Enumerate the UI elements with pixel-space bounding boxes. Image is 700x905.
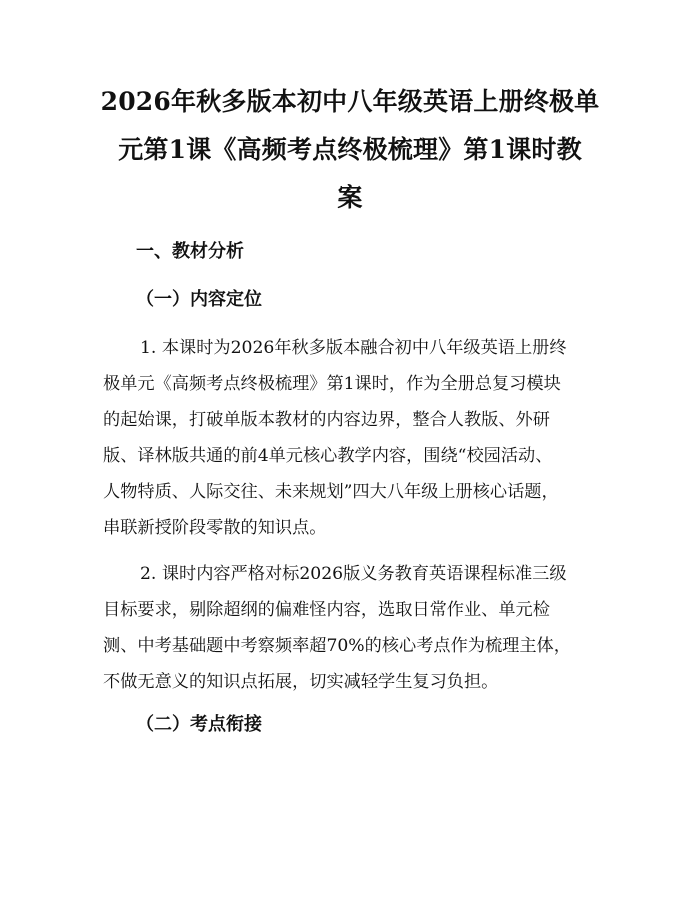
subsection-heading-content-position: （一）内容定位 (136, 289, 262, 310)
paragraph-line: 2. 课时内容严格对标2026版义务教育英语课程标准三级 (140, 564, 567, 584)
paragraph-line: 1. 本课时为2026年秋多版本融合初中八年级英语上册终 (140, 338, 567, 358)
paragraph-line: 的起始课，打破单版本教材的内容边界，整合人教版、外研 (103, 410, 550, 430)
paragraph-course-standard (103, 556, 597, 700)
paragraph-content-position (103, 330, 597, 546)
page-title (92, 78, 608, 222)
paragraph-line: 目标要求，剔除超纲的偏难怪内容，选取日常作业、单元检 (103, 600, 550, 620)
title-line: 2026年秋多版本初中八年级英语上册终极单 (100, 87, 600, 116)
paragraph-line: 极单元《高频考点终极梳理》第1课时，作为全册总复习模块 (103, 374, 561, 394)
subsection-heading-exam-connection: （二）考点衔接 (136, 714, 262, 735)
paragraph-line: 测、中考基础题中考察频率超70%的核心考点作为梳理主体， (103, 636, 571, 656)
paragraph-line: 串联新授阶段零散的知识点。 (103, 518, 327, 538)
title-line: 案 (337, 183, 363, 212)
paragraph-line: 人物特质、人际交往、未来规划”四大八年级上册核心话题， (103, 482, 559, 502)
title-line: 元第1课《高频考点终极梳理》第1课时教 (118, 135, 582, 164)
paragraph-line: 版、译林版共通的前4单元核心教学内容，围绕“校园活动、 (103, 446, 553, 466)
main-section-heading: 一、教材分析 (136, 241, 244, 262)
paragraph-line: 不做无意义的知识点拓展，切实减轻学生复习负担。 (103, 672, 499, 692)
